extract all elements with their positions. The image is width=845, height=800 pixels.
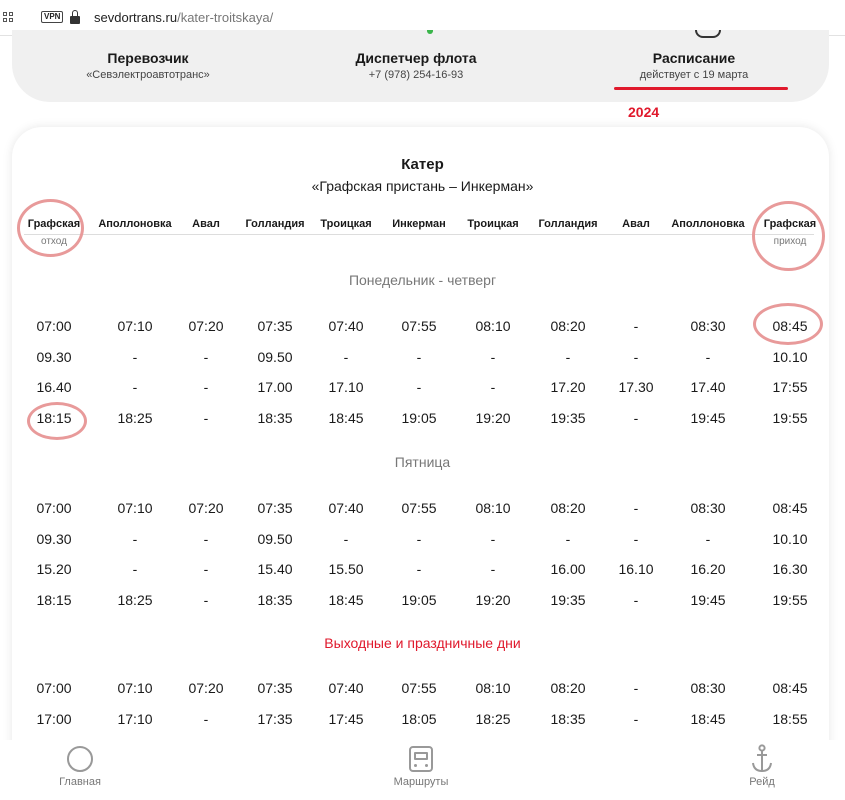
nav-raid-label: Рейд — [749, 776, 775, 788]
time-cell: 07:35 — [257, 680, 293, 696]
time-cell: 19:35 — [550, 592, 586, 608]
annotation-year: 2024 — [628, 104, 660, 120]
route-info-card — [12, 30, 829, 102]
annotation-circle — [752, 201, 825, 271]
time-cell: - — [633, 680, 639, 696]
time-cell: - — [490, 531, 496, 547]
lock-icon[interactable] — [70, 10, 80, 24]
column-header-8: Авал — [622, 218, 650, 230]
time-cell: 07:00 — [36, 318, 72, 334]
nav-home-label: Главная — [59, 776, 101, 788]
time-cell: - — [343, 349, 349, 365]
nav-routes-label: Маршруты — [393, 776, 449, 788]
time-cell: 08:30 — [690, 500, 726, 516]
annotation-underline — [614, 87, 788, 90]
dispatcher-title: Диспетчер флота — [355, 50, 477, 66]
time-cell: 07:10 — [117, 500, 153, 516]
time-cell: 07:20 — [188, 318, 224, 334]
time-cell: 16.20 — [690, 561, 726, 577]
time-cell: 08:45 — [772, 680, 808, 696]
time-cell: - — [633, 410, 639, 426]
time-cell: 08:20 — [550, 318, 586, 334]
time-cell: 16.30 — [772, 561, 808, 577]
carrier-name: «Севэлектроавтотранс» — [86, 69, 210, 81]
time-cell: - — [203, 592, 209, 608]
time-cell: 18:35 — [257, 592, 293, 608]
time-cell: - — [633, 711, 639, 727]
annotation-circle — [27, 402, 87, 440]
time-cell: 17:45 — [328, 711, 364, 727]
time-cell: 17:35 — [257, 711, 293, 727]
time-cell: - — [705, 531, 711, 547]
time-cell: 18:15 — [36, 410, 72, 426]
column-sub-departure: отход — [41, 236, 67, 247]
time-cell: 19:55 — [772, 410, 808, 426]
time-cell: 19:20 — [475, 592, 511, 608]
time-cell: - — [490, 379, 496, 395]
time-cell: 09.30 — [36, 531, 72, 547]
column-header-4: Троицкая — [320, 218, 372, 230]
time-cell: 18:55 — [772, 711, 808, 727]
bus-icon — [409, 746, 433, 772]
time-cell: - — [416, 349, 422, 365]
section-title-0: Понедельник - четверг — [348, 272, 497, 288]
section-title-2: Выходные и праздничные дни — [324, 635, 521, 651]
time-cell: 18:25 — [117, 592, 153, 608]
annotation-circle — [17, 199, 84, 257]
time-cell: - — [416, 531, 422, 547]
time-cell: 19:55 — [772, 592, 808, 608]
time-cell: 15.20 — [36, 561, 72, 577]
column-header-2: Авал — [192, 218, 220, 230]
time-cell: 18:35 — [257, 410, 293, 426]
time-cell: 15.40 — [257, 561, 293, 577]
time-cell: - — [705, 349, 711, 365]
time-cell: 19:45 — [690, 592, 726, 608]
time-cell: 07:55 — [401, 680, 437, 696]
column-header-7: Голландия — [538, 218, 598, 230]
column-header-6: Троицкая — [467, 218, 519, 230]
time-cell: - — [132, 531, 138, 547]
column-header-0: Графская — [27, 218, 81, 230]
time-cell: 17.40 — [690, 379, 726, 395]
time-cell: - — [490, 561, 496, 577]
time-cell: 08:10 — [475, 500, 511, 516]
vpn-badge[interactable]: VPN — [41, 11, 63, 23]
time-cell: 17.30 — [618, 379, 654, 395]
time-cell: - — [416, 561, 422, 577]
time-cell: 07:10 — [117, 680, 153, 696]
time-cell: 18:45 — [328, 592, 364, 608]
time-cell: 16.00 — [550, 561, 586, 577]
carrier-title: Перевозчик — [107, 50, 189, 66]
bottom-nav — [0, 740, 845, 800]
time-cell: - — [490, 349, 496, 365]
time-cell: - — [343, 531, 349, 547]
time-cell: - — [132, 561, 138, 577]
time-cell: 18:15 — [36, 592, 72, 608]
time-cell: 07:40 — [328, 500, 364, 516]
schedule-title: Расписание — [652, 50, 736, 66]
schedule-title: Катер — [401, 156, 444, 173]
anchor-icon — [750, 744, 774, 774]
time-cell: 07:20 — [188, 680, 224, 696]
column-header-1: Аполлоновка — [98, 218, 172, 230]
time-cell: 08:45 — [772, 500, 808, 516]
time-cell: 16.40 — [36, 379, 72, 395]
time-cell: 18:25 — [475, 711, 511, 727]
time-cell: 07:00 — [36, 500, 72, 516]
time-cell: 07:20 — [188, 500, 224, 516]
time-cell: 08:10 — [475, 318, 511, 334]
column-sub-arrival: приход — [773, 236, 807, 247]
time-cell: 08:20 — [550, 500, 586, 516]
time-cell: - — [633, 500, 639, 516]
schedule-icon — [695, 30, 721, 38]
time-cell: - — [203, 711, 209, 727]
carrier-info — [28, 50, 268, 81]
time-cell: 07:55 — [401, 318, 437, 334]
route-name: «Графская пристань – Инкерман» — [311, 178, 534, 194]
time-cell: - — [203, 349, 209, 365]
section-title-1: Пятница — [394, 454, 451, 470]
time-cell: 07:35 — [257, 318, 293, 334]
time-cell: 07:40 — [328, 318, 364, 334]
time-cell: - — [416, 379, 422, 395]
time-cell: 08:45 — [772, 318, 808, 334]
time-cell: 08:30 — [690, 680, 726, 696]
time-cell: 17:00 — [36, 711, 72, 727]
header-divider — [24, 234, 814, 235]
time-cell: - — [565, 531, 571, 547]
time-cell: 19:45 — [690, 410, 726, 426]
time-cell: - — [203, 410, 209, 426]
time-cell: 18:05 — [401, 711, 437, 727]
status-dot-icon — [427, 30, 433, 34]
time-cell: - — [203, 531, 209, 547]
time-cell: 17:55 — [772, 379, 808, 395]
time-cell: - — [633, 592, 639, 608]
annotation-circle — [753, 303, 823, 345]
time-cell: 16.10 — [618, 561, 654, 577]
time-cell: 19:05 — [401, 592, 437, 608]
time-cell: 08:20 — [550, 680, 586, 696]
time-cell: 17.20 — [550, 379, 586, 395]
time-cell: 19:05 — [401, 410, 437, 426]
time-cell: 09.50 — [257, 349, 293, 365]
time-cell: - — [565, 349, 571, 365]
time-cell: 07:35 — [257, 500, 293, 516]
time-cell: - — [633, 349, 639, 365]
home-circle-icon — [67, 746, 93, 772]
dispatcher-phone[interactable]: +7 (978) 254-16-93 — [368, 69, 464, 81]
time-cell: 08:30 — [690, 318, 726, 334]
column-header-10: Графская — [763, 218, 817, 230]
time-cell: 15.50 — [328, 561, 364, 577]
time-cell: 10.10 — [772, 531, 808, 547]
dispatcher-info[interactable] — [296, 50, 536, 81]
time-cell: - — [633, 531, 639, 547]
time-cell: 07:00 — [36, 680, 72, 696]
time-cell: 17.10 — [328, 379, 364, 395]
url-host: sevdortrans.ru — [94, 10, 178, 25]
time-cell: 17.00 — [257, 379, 293, 395]
time-cell: - — [633, 318, 639, 334]
url-text[interactable] — [94, 10, 273, 25]
time-cell: 08:10 — [475, 680, 511, 696]
time-cell: 09.50 — [257, 531, 293, 547]
time-cell: 17:10 — [117, 711, 153, 727]
schedule-info — [574, 50, 814, 81]
time-cell: 07:55 — [401, 500, 437, 516]
time-cell: 18:35 — [550, 711, 586, 727]
time-cell: 19:20 — [475, 410, 511, 426]
column-header-9: Аполлоновка — [671, 218, 745, 230]
time-cell: 10.10 — [772, 349, 808, 365]
time-cell: - — [203, 561, 209, 577]
column-header-5: Инкерман — [392, 218, 446, 230]
url-path: /kater-troitskaya/ — [177, 10, 274, 25]
tabs-grid-icon[interactable] — [3, 12, 14, 23]
time-cell: 18:45 — [328, 410, 364, 426]
time-cell: 19:35 — [550, 410, 586, 426]
time-cell: 18:45 — [690, 711, 726, 727]
time-cell: 07:40 — [328, 680, 364, 696]
time-cell: - — [203, 379, 209, 395]
time-cell: 09.30 — [36, 349, 72, 365]
time-cell: 07:10 — [117, 318, 153, 334]
schedule-valid-from: действует с 19 марта — [639, 69, 749, 81]
time-cell: 18:25 — [117, 410, 153, 426]
time-cell: - — [132, 379, 138, 395]
time-cell: - — [132, 349, 138, 365]
column-header-3: Голландия — [245, 218, 305, 230]
